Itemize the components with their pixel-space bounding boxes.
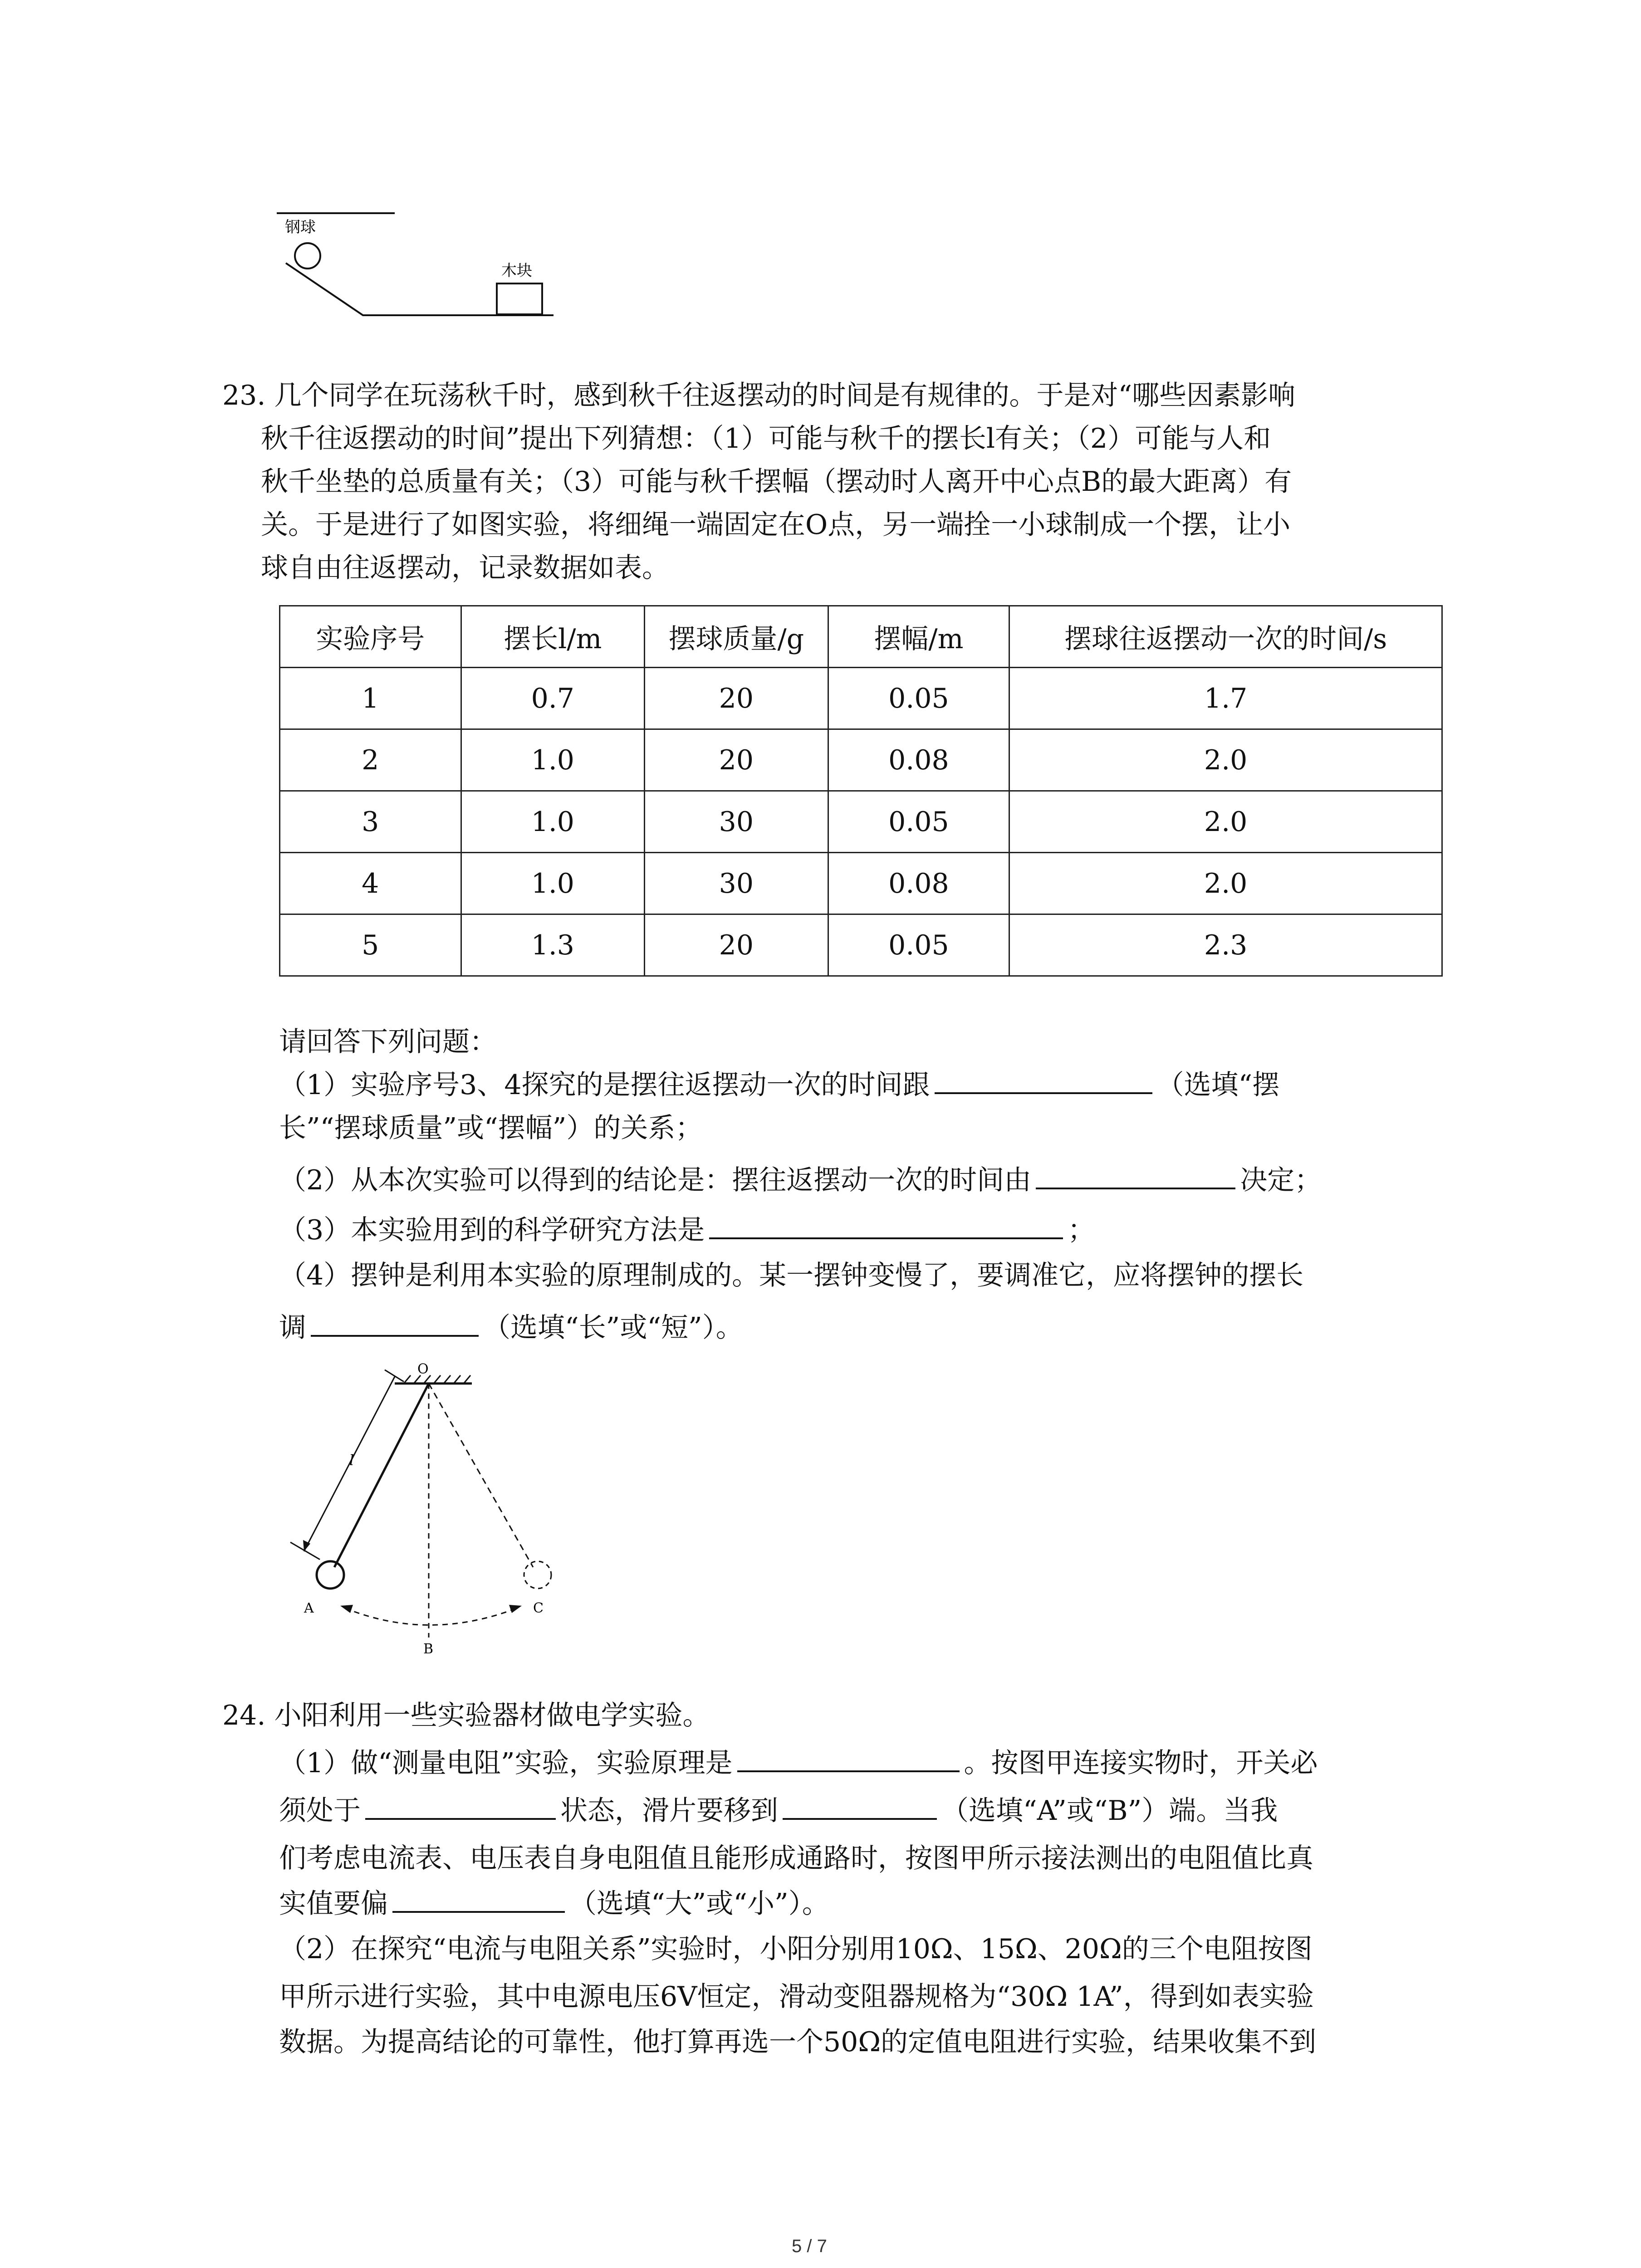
q23-sub3: [279, 1209, 1095, 1252]
table-cell: 30: [645, 791, 828, 853]
q23-sub1-line2: 长”“摆球质量”或“摆幅”）的关系；: [279, 1112, 703, 1144]
table-cell: 20: [645, 914, 828, 976]
q23-sub4-line1: （4）摆钟是利用本实验的原理制成的。某一摆钟变慢了，要调准它，应将摆钟的摆长: [279, 1260, 1304, 1291]
support-hatch: [404, 1375, 470, 1383]
q24-p1-line1: [279, 1742, 1318, 1785]
arc-arrow-right: [509, 1605, 522, 1613]
swing-arc: [345, 1608, 517, 1625]
q23-sub1-line1: [279, 1064, 1279, 1107]
page-number: 5 / 7: [792, 2236, 827, 2256]
q23-sub4-text-c: （选填“长”或“短”）。: [483, 1312, 743, 1344]
q24-p2-line1: （2）在探究“电流与电阻关系”实验时，小阳分别用10Ω、15Ω、20Ω的三个电阻按图: [279, 1933, 1313, 1965]
table-cell: 30: [645, 853, 828, 914]
pendulum-string-A: [334, 1383, 429, 1567]
pendulum-figure: [272, 1361, 590, 1656]
q24-p1-text-e: （选填“A”或“B”）端。当我: [941, 1795, 1278, 1827]
q23-sub1-text-b: （选填“摆: [1156, 1069, 1280, 1101]
table-row: [280, 668, 1442, 729]
header-period: 摆球往返摆动一次的时间/s: [1009, 606, 1442, 668]
table-row: [280, 791, 1442, 853]
table-header-row: [280, 606, 1442, 668]
q24-p1-text-g: 实值要偏: [279, 1888, 388, 1920]
length-label-l: l: [349, 1452, 354, 1469]
q23-sub2-text-a: （2）从本次实验可以得到的结论是：摆往返摆动一次的时间由: [279, 1164, 1032, 1196]
table-cell: 1.0: [461, 729, 645, 791]
q23-sub3-text-a: （3）本实验用到的科学研究方法是: [279, 1214, 705, 1246]
q23-line-3: 秋千坐垫的总质量有关；（3）可能与秋千摆幅（摆动时人离开中心点B的最大距离）有: [261, 466, 1292, 498]
table-cell: 1.3: [461, 914, 645, 976]
table-row: [280, 853, 1442, 914]
q23-line-2: 秋千往返摆动的时间”提出下列猜想：（1）可能与秋千的摆长l有关；（2）可能与人和: [261, 423, 1271, 455]
point-label-A: A: [304, 1600, 314, 1616]
table-cell: 1: [280, 668, 461, 729]
q23-sub2-answer-blank[interactable]: [1036, 1160, 1235, 1189]
q24-p1-answer-blank-principle[interactable]: [737, 1743, 960, 1772]
table-cell: 0.05: [828, 791, 1009, 853]
q23-line-4: 关。于是进行了如图实验，将细绳一端固定在O点，另一端拴一小球制成一个摆，让小: [261, 509, 1291, 541]
header-length: 摆长l/m: [461, 606, 645, 668]
q24-p1-answer-blank-bias[interactable]: [392, 1884, 565, 1913]
table-cell: 1.7: [1009, 668, 1442, 729]
q23-sub1-text-a: （1）实验序号3、4探究的是摆往返摆动一次的时间跟: [279, 1069, 930, 1101]
q24-p2-line2: 甲所示进行实验，其中电源电压6V恒定，滑动变阻器规格为“30Ω 1A”，得到如表实验: [279, 1981, 1314, 2013]
point-label-B: B: [423, 1641, 434, 1656]
table-cell: 1.0: [461, 853, 645, 914]
table-cell: 2.0: [1009, 729, 1442, 791]
q23-sub2: [279, 1159, 1322, 1202]
q23-sub4-answer-blank[interactable]: [311, 1308, 479, 1337]
q23-sub4-line2: [279, 1306, 743, 1349]
q24-p1-text-h: （选填“大”或“小”）。: [569, 1888, 829, 1920]
table-cell: 5: [280, 914, 461, 976]
table-cell: 2.0: [1009, 791, 1442, 853]
q23-sub4-text-b: 调: [279, 1312, 306, 1344]
q23-prompt: 请回答下列问题：: [279, 1026, 497, 1058]
wood-block-label: 木块: [501, 262, 532, 280]
arc-arrow-left: [340, 1605, 353, 1613]
q24-p1-text-d: 状态，滑片要移到: [560, 1795, 778, 1827]
q23-line-5: 球自由往返摆动，记录数据如表。: [261, 552, 669, 584]
table-row: [280, 729, 1442, 791]
q24-p1-line4: [279, 1882, 829, 1926]
table-row: [280, 914, 1442, 976]
table-cell: 0.7: [461, 668, 645, 729]
table-cell: 2.0: [1009, 853, 1442, 914]
table-cell: 2: [280, 729, 461, 791]
table-cell: 0.05: [828, 668, 1009, 729]
steel-ball-label: 钢球: [285, 218, 316, 236]
q23-line-1: 23. 几个同学在玩荡秋千时，感到秋千往返摆动的时间是有规律的。于是对“哪些因素影响: [222, 380, 1296, 411]
table-cell: 2.3: [1009, 914, 1442, 976]
q23-sub3-text-b: ；: [1068, 1214, 1095, 1246]
table-cell: 0.05: [828, 914, 1009, 976]
table-cell: 0.08: [828, 853, 1009, 914]
incline-figure: [272, 200, 567, 327]
q24-p1-line3: 们考虑电流表、电压表自身电阻值且能形成通路时，按图甲所示接法测出的电阻值比真: [279, 1843, 1313, 1874]
q23-sub1-answer-blank[interactable]: [935, 1065, 1152, 1094]
q23-sub2-text-b: 决定；: [1240, 1164, 1322, 1196]
header-mass: 摆球质量/g: [645, 606, 828, 668]
header-trial: 实验序号: [280, 606, 461, 668]
q24-title: 24. 小阳利用一些实验器材做电学实验。: [222, 1700, 710, 1731]
table-cell: 0.08: [828, 729, 1009, 791]
length-tick-top: [385, 1370, 404, 1382]
pendulum-data-table: [279, 605, 1443, 977]
pivot-label-O: O: [417, 1361, 429, 1377]
pendulum-string-C: [429, 1383, 533, 1567]
table-cell: 4: [280, 853, 461, 914]
steel-ball: [295, 243, 320, 269]
table-cell: 3: [280, 791, 461, 853]
table-cell: 1.0: [461, 791, 645, 853]
bob-C: [524, 1561, 551, 1589]
q24-p1-text-c: 须处于: [279, 1795, 361, 1827]
table-cell: 20: [645, 729, 828, 791]
header-amplitude: 摆幅/m: [828, 606, 1009, 668]
table-cell: 20: [645, 668, 828, 729]
q24-p1-text-b: 。按图甲连接实物时，开关必: [964, 1747, 1318, 1779]
q24-p1-line2: [279, 1789, 1278, 1833]
q24-p1-answer-blank-switch[interactable]: [365, 1791, 556, 1820]
q24-p1-text-a: （1）做“测量电阻”实验，实验原理是: [279, 1747, 733, 1779]
q24-p2-line3: 数据。为提高结论的可靠性，他打算再选一个50Ω的定值电阻进行实验，结果收集不到: [279, 2026, 1317, 2058]
point-label-C: C: [533, 1600, 544, 1616]
q24-p1-answer-blank-slider[interactable]: [783, 1791, 937, 1820]
bob-A: [317, 1561, 344, 1589]
wood-block: [497, 284, 542, 314]
q23-sub3-answer-blank[interactable]: [709, 1210, 1063, 1239]
